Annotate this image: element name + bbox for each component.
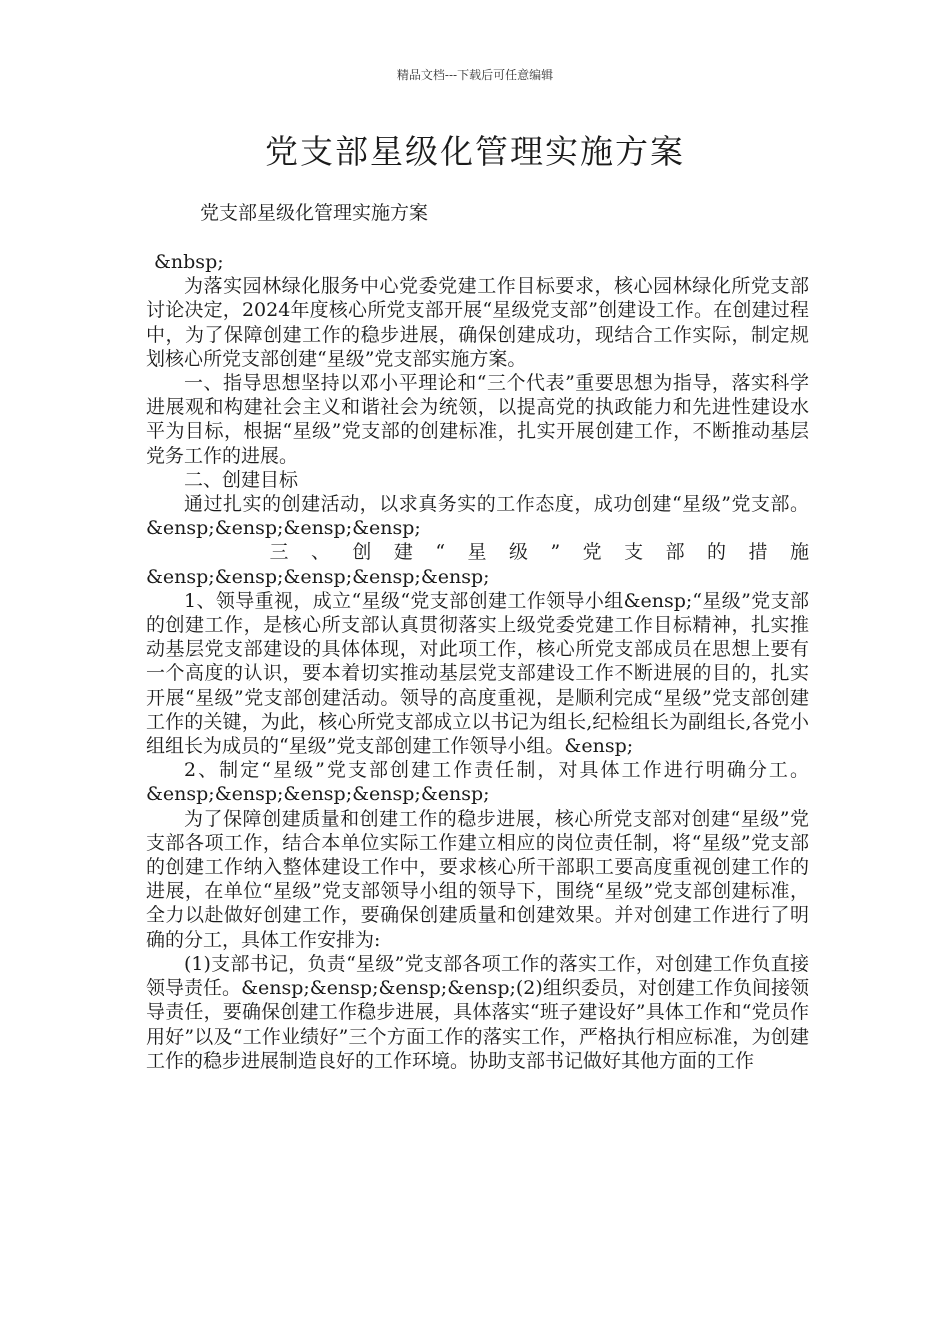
goal-paragraph: 通过扎实的创建活动，以求真务实的工作态度，成功创建“星级”党支部。&ensp;&ensp;&ensp;&ensp; xyxy=(146,493,809,540)
document-body xyxy=(146,250,809,1073)
measures-heading: 三、创建“星级”党支部的措施&ensp;&ensp;&ensp;&ensp;&ensp; xyxy=(146,541,809,588)
duties-paragraph: (1)支部书记，负责“星级”党支部各项工作的落实工作，对创建工作负直接领导责任。&ensp;&ensp;&ensp;&ensp;(2)组织委员，对创建工作负间接领导责任，要确保创建工作稳步进展，具体落实“班子建设好”具体工作和“党员作用好”以及“工作业绩好”三个方面工作的落实工作，严格执行相应标准，为创建工作的稳步进展制造良好的工作环境。协助支部书记做好其他方面的工作 xyxy=(146,952,809,1072)
nbsp-line: &nbsp; xyxy=(154,251,224,273)
document-subtitle: 党支部星级化管理实施方案 xyxy=(200,202,429,224)
guiding-thought-paragraph: 一、指导思想坚持以邓小平理论和“三个代表”重要思想为指导，落实科学进展观和构建社会主义和谐社会为统领，以提高党的执政能力和先进性建设水平为目标，根据“星级”党支部的创建标准，扎实开展创建工作，不断推动基层党务工作的进展。 xyxy=(146,372,809,467)
document-title: 党支部星级化管理实施方案 xyxy=(265,132,685,171)
responsibility-paragraph: 为了保障创建质量和创建工作的稳步进展，核心所党支部对创建“星级”党支部各项工作，结合本单位实际工作建立相应的岗位责任制，将“星级”党支部的创建工作纳入整体建设工作中，要求核心所干部职工要高度重视创建工作的进展，在单位“星级”党支部领导小组的领导下，围绕“星级”党支部创建标准，全力以赴做好创建工作，要确保创建质量和创建效果。并对创建工作进行了明确的分工，具体工作安排为: xyxy=(146,807,809,951)
goal-heading: 二、创建目标 xyxy=(184,468,299,491)
measure-2-heading: 2、制定“星级”党支部创建工作责任制，对具体工作进行明确分工。&ensp;&ensp;&ensp;&ensp;&ensp; xyxy=(146,759,809,806)
measure-1-paragraph: 1、领导重视，成立“星级“党支部创建工作领导小组&ensp;“星级”党支部的创建工作，是核心所支部认真贯彻落实上级党委党建工作目标精神，扎实推动基层党支部建设的具体体现，对此项工作，核心所党支部成员在思想上要有一个高度的认识，要本着切实推动基层党支部建设工作不断进展的目的，扎实开展“星级”党支部创建活动。领导的高度重视，是顺利完成“星级”党支部创建工作的关键，为此，核心所党支部成立以书记为组长,纪检组长为副组长,各党小组组长为成员的“星级”党支部创建工作领导小组。&ensp; xyxy=(146,589,809,758)
page-header-note: 精品文档---下载后可任意编辑 xyxy=(396,68,554,82)
intro-paragraph: 为落实园林绿化服务中心党委党建工作目标要求，核心园林绿化所党支部讨论决定，2024年度核心所党支部开展“星级党支部”创建设工作。在创建过程中，为了保障创建工作的稳步进展，确保创建成功，现结合工作实际，制定规划核心所党支部创建“星级”党支部实施方案。 xyxy=(146,275,809,370)
